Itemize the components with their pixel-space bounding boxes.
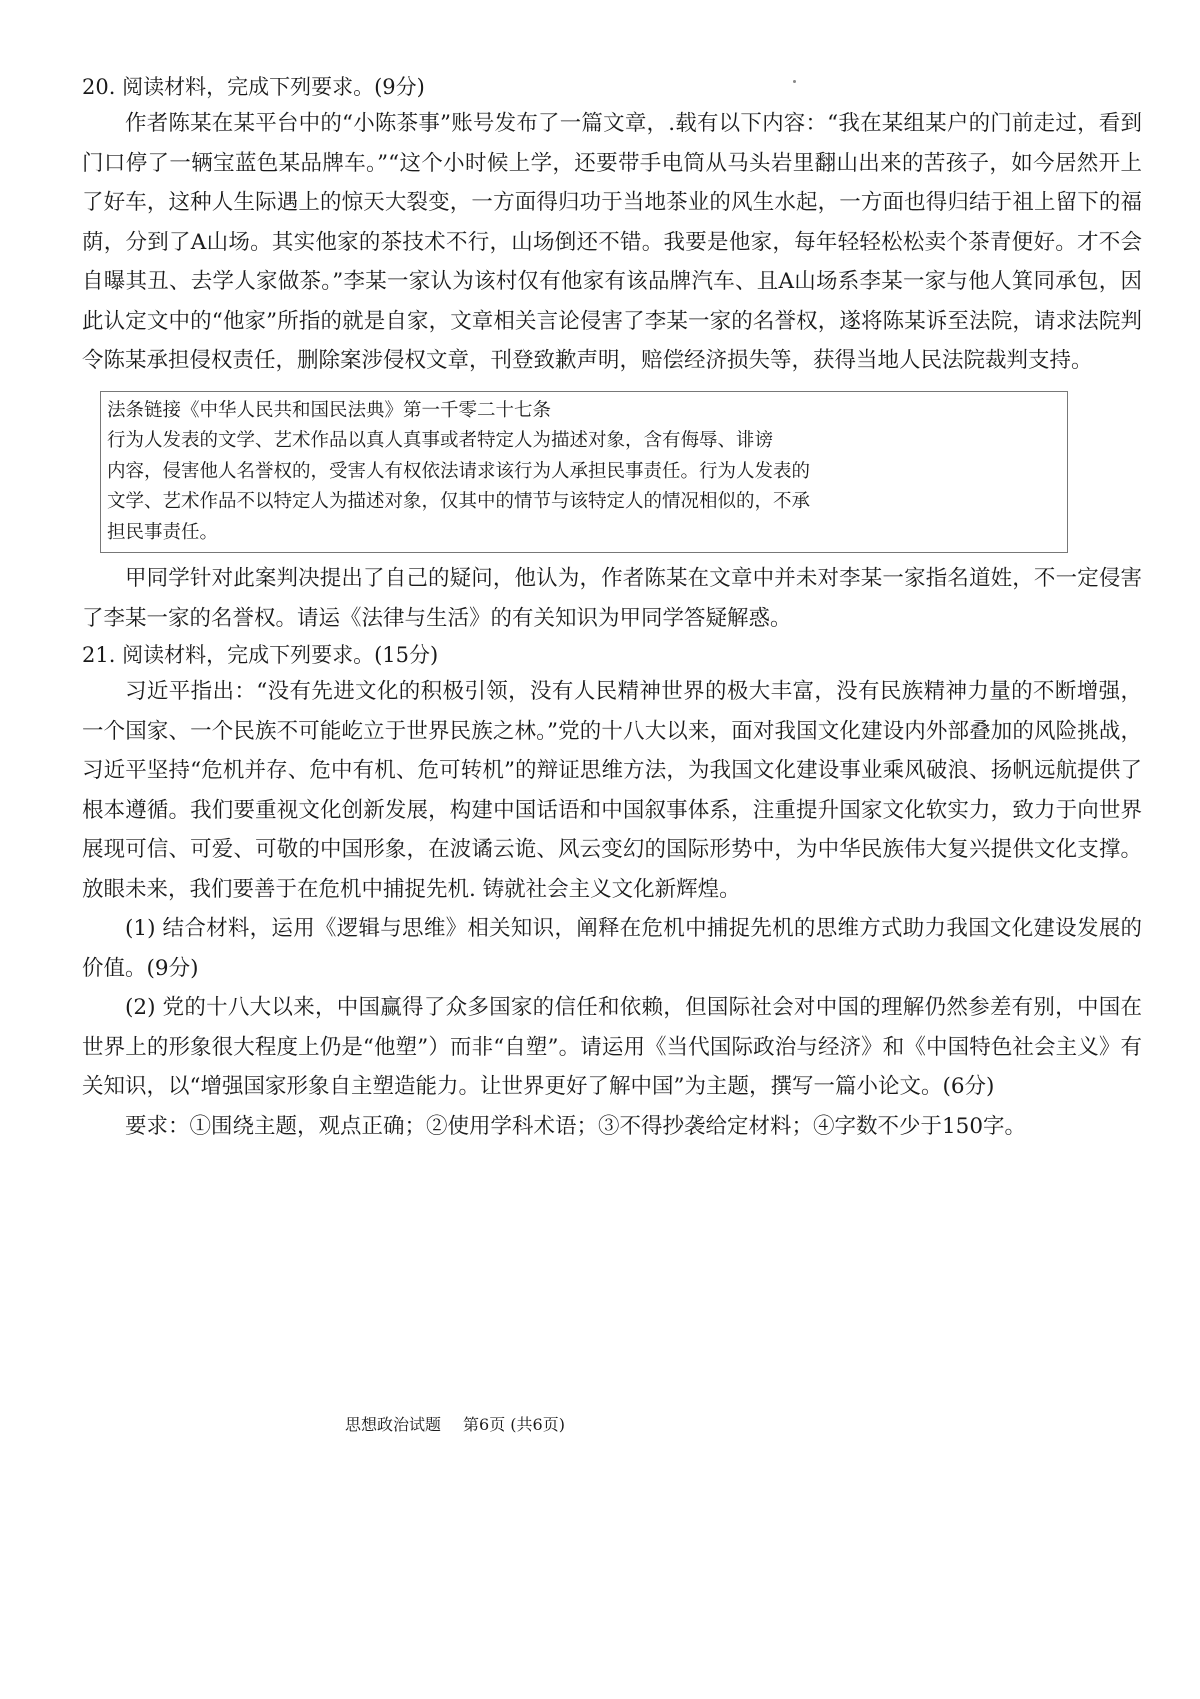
question-20-heading: 20. 阅读材料，完成下列要求。(9分) — [82, 75, 425, 99]
exam-page — [82, 70, 1142, 1146]
law-line: 法条链接《中华人民共和国民法典》第一千零二十七条 — [107, 399, 552, 421]
question-21-sub-2: (2) 党的十八大以来，中国赢得了众多国家的信任和依赖，但国际社会对中国的理解仍然参差有别，中国在世界上的形象很大程度上仍是“他塑”）而非“自塑”。请运用《当代国际政治与经济》和《中国特色社会主义》有关知识，以“增强国家形象自主塑造能力。让世界更好了解中国”为主题，撰写一篇小论文。(6分) — [82, 995, 1142, 1099]
law-line: 行为人发表的文学、艺术作品以真人真事或者特定人为描述对象，含有侮辱、诽谤 — [107, 430, 774, 451]
footer-page-number: 第6页 (共6页) — [463, 1415, 565, 1434]
question-20-material: 作者陈某在某平台中的“小陈茶事”账号发布了一篇文章，.载有以下内容：“我在某组某户的门前走过，看到门口停了一辆宝蓝色某品牌车。”“这个小时候上学，还要带手电筒从马头岩里翻山出来的苦孩子，如今居然开上了好车，这种人生际遇上的惊天大裂变，一方面得归功于当地茶业的风生水起，一方面也得归结于祖上留下的福荫，分到了A山场。其实他家的茶技术不行，山场倒还不错。我要是他家，每年轻轻松松卖个茶青便好。才不会自曝其丑、去学人家做茶。”李某一家认为该村仅有他家有该品牌汽车、且A山场系李某一家与他人箕同承包，因此认定文中的“他家”所指的就是自家，文章相关言论侵害了李某一家的名誉权，遂将陈某诉至法院，请求法院判令陈某承担侵权责任，删除案涉侵权文章，刊登致歉声明，赔偿经济损失等，获得当地人民法院裁判支持。 — [82, 111, 1142, 373]
law-line: 内容，侵害他人名誉权的，受害人有权依法请求该行为人承担民事责任。行为人发表的 — [107, 460, 811, 482]
question-21-material: 习近平指出：“没有先进文化的积极引领，没有人民精神世界的极大丰富，没有民族精神力量的不断增强，一个国家、一个民族不可能屹立于世界民族之林。”党的十八大以来，面对我国文化建设内外部叠加的风险挑战，习近平坚持“危机并存、危中有机、危可转机”的辩证思维方法，为我国文化建设事业乘风破浪、扬帆远航提供了根本遵循。我们要重视文化创新发展，构建中国话语和中国叙事体系，注重提升国家文化软实力，致力于向世界展现可信、可爱、可敬的中国形象，在波谲云诡、风云变幻的国际形势中，为中华民族伟大复兴提供文化支撑。放眼未来，我们要善于在危机中捕捉先机. 铸就社会主义文化新辉煌。 — [82, 679, 1142, 902]
footer-subject: 思想政治试题 — [345, 1415, 442, 1434]
question-20 — [82, 70, 1142, 638]
question-21 — [82, 638, 1142, 1146]
question-21-sub-1: (1) 结合材料，运用《逻辑与思维》相关知识，阐释在危机中捕捉先机的思维方式助力我国文化建设发展的价值。(9分) — [82, 916, 1142, 981]
question-21-requirements: 要求：①围绕主题，观点正确；②使用学科术语；③不得抄袭给定材料；④字数不少于150字。 — [125, 1113, 1027, 1139]
question-20-prompt: 甲同学针对此案判决提出了自己的疑问，他认为，作者陈某在文章中并未对李某一家指名道姓，不一定侵害了李某一家的名誉权。请运《法律与生活》的有关知识为甲同学答疑解惑。 — [82, 566, 1142, 631]
page-footer — [345, 1414, 587, 1436]
law-line: 担民事责任。 — [107, 521, 219, 543]
law-line: 文学、艺术作品不以特定人为描述对象，仅其中的情节与该特定人的情况相似的，不承 — [107, 491, 811, 512]
question-21-heading: 21. 阅读材料，完成下列要求。(15分) — [82, 643, 439, 667]
law-article-box — [100, 391, 1068, 554]
